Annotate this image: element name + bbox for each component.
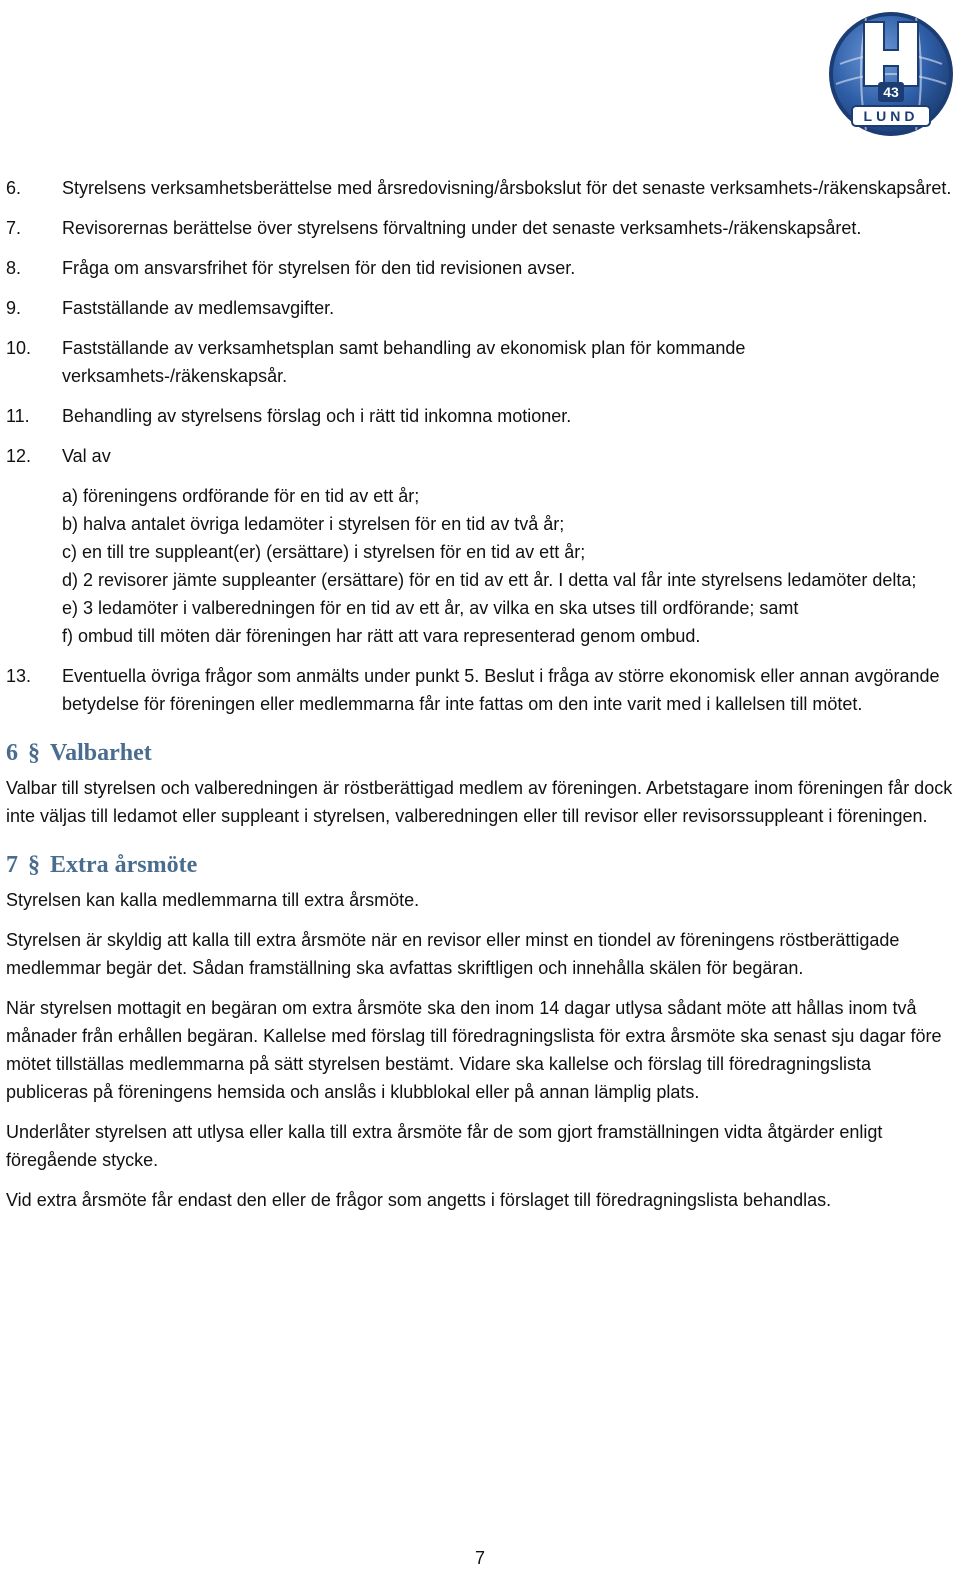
list-item-text: Fastställande av verksamhetsplan samt behandling av ekonomisk plan för kommande verksamhets-/räkenskapsår.: [62, 338, 746, 386]
list-item-number: 10.: [6, 338, 32, 358]
section-number: 7: [6, 852, 18, 878]
sub-list-item: c) en till tre suppleant(er) (ersättare) i styrelsen för en tid av ett år;: [62, 542, 586, 562]
list-item-number: 8.: [6, 258, 22, 278]
list-item-text: Revisorernas berättelse över styrelsens förvaltning under det senaste verksamhets-/räkenskapsåret.: [62, 218, 862, 238]
list-item-number: 11.: [6, 406, 30, 426]
section-paragraph: När styrelsen mottagit en begäran om extra årsmöte ska den inom 14 dagar utlysa sådant möte att hållas inom två månader från erhållen begäran. Kallelse med förslag till föredragningslista för extra årsmöte ska senast sju dagar före mötet tillställas medlemmarna på sätt styrelsen bestämt. Vidare ska kallelse och förslag till föredragningslista publiceras på föreningens hemsida och anslås i klubblokal eller på annan lämplig plats.: [6, 998, 942, 1102]
section-paragraph: Underlåter styrelsen att utlysa eller kalla till extra årsmöte får de som gjort framställningen vidta åtgärder enligt föregående stycke.: [6, 1122, 883, 1170]
sub-list-item: b) halva antalet övriga ledamöter i styrelsen för en tid av två år;: [62, 514, 565, 534]
list-item-text: Fastställande av medlemsavgifter.: [62, 298, 335, 318]
logo-number: 43: [883, 84, 899, 100]
list-item-text: Eventuella övriga frågor som anmälts under punkt 5. Beslut i fråga av större ekonomisk eller annan avgörande betydelse för föreningen eller medlemmarna får inte fattas om den inte varit med i kallelsen till mötet.: [62, 666, 940, 714]
club-logo-emblem: [826, 4, 956, 144]
list-item: [6, 174, 956, 202]
list-item: [6, 214, 956, 242]
list-item-text: Fråga om ansvarsfrihet för styrelsen för den tid revisionen avser.: [62, 258, 576, 278]
section-paragraph: Vid extra årsmöte får endast den eller de frågor som angetts i förslaget till föredragningslista behandlas.: [6, 1190, 832, 1210]
section-heading: [6, 850, 956, 880]
list-item-text: Behandling av styrelsens förslag och i rätt tid inkomna motioner.: [62, 406, 572, 426]
paragraph-symbol: §: [28, 740, 40, 766]
list-item: [6, 402, 956, 430]
sub-list-item: d) 2 revisorer jämte suppleanter (ersättare) för en tid av ett år. I detta val får inte styrelsens ledamöter delta;: [62, 570, 917, 590]
list-item: [6, 334, 956, 390]
sub-list-item: e) 3 ledamöter i valberedningen för en tid av ett år, av vilka en ska utses till ordförande; samt: [62, 598, 799, 618]
list-item-number: 7.: [6, 218, 22, 238]
logo-city: LUND: [863, 108, 919, 124]
paragraph-symbol: §: [28, 852, 40, 878]
sub-list-item: f) ombud till möten där föreningen har rätt att vara representerad genom ombud.: [62, 626, 701, 646]
list-item-number: 6.: [6, 178, 22, 198]
agenda-list: [6, 174, 956, 718]
list-item-number: 12.: [6, 446, 32, 466]
list-item: [6, 254, 956, 282]
section-title: Valbarhet: [50, 740, 152, 766]
list-item: [6, 294, 956, 322]
sub-list-item: a) föreningens ordförande för en tid av ett år;: [62, 486, 420, 506]
club-logo: [826, 4, 956, 144]
section-paragraph: Styrelsen är skyldig att kalla till extra årsmöte när en revisor eller minst en tiondel av föreningens röstberättigade medlemmar begär det. Sådan framställning ska avfattas skriftligen och innehålla skälen för begäran.: [6, 930, 900, 978]
section-paragraph: Styrelsen kan kalla medlemmarna till extra årsmöte.: [6, 890, 420, 910]
list-item: [6, 442, 956, 650]
list-item: [6, 662, 956, 718]
document-body: [6, 174, 956, 1226]
page-number: 7: [474, 1548, 485, 1568]
sub-list: [62, 482, 956, 650]
list-item-number: 13.: [6, 666, 32, 686]
section-7: [6, 850, 956, 1214]
list-item-text: Val av: [62, 446, 111, 466]
section-number: 6: [6, 740, 18, 766]
list-item-text: Styrelsens verksamhetsberättelse med årsredovisning/årsbokslut för det senaste verksamhets-/räkenskapsåret.: [62, 178, 952, 198]
section-title: Extra årsmöte: [50, 852, 198, 878]
list-item-number: 9.: [6, 298, 22, 318]
section-6: [6, 738, 956, 830]
section-heading: [6, 738, 956, 768]
section-paragraph: Valbar till styrelsen och valberedningen är röstberättigad medlem av föreningen. Arbetstagare inom föreningen får dock inte väljas till ledamot eller suppleant i styrelsen, valberedningen eller till revisor eller revisorssuppleant i föreningen.: [6, 778, 953, 826]
